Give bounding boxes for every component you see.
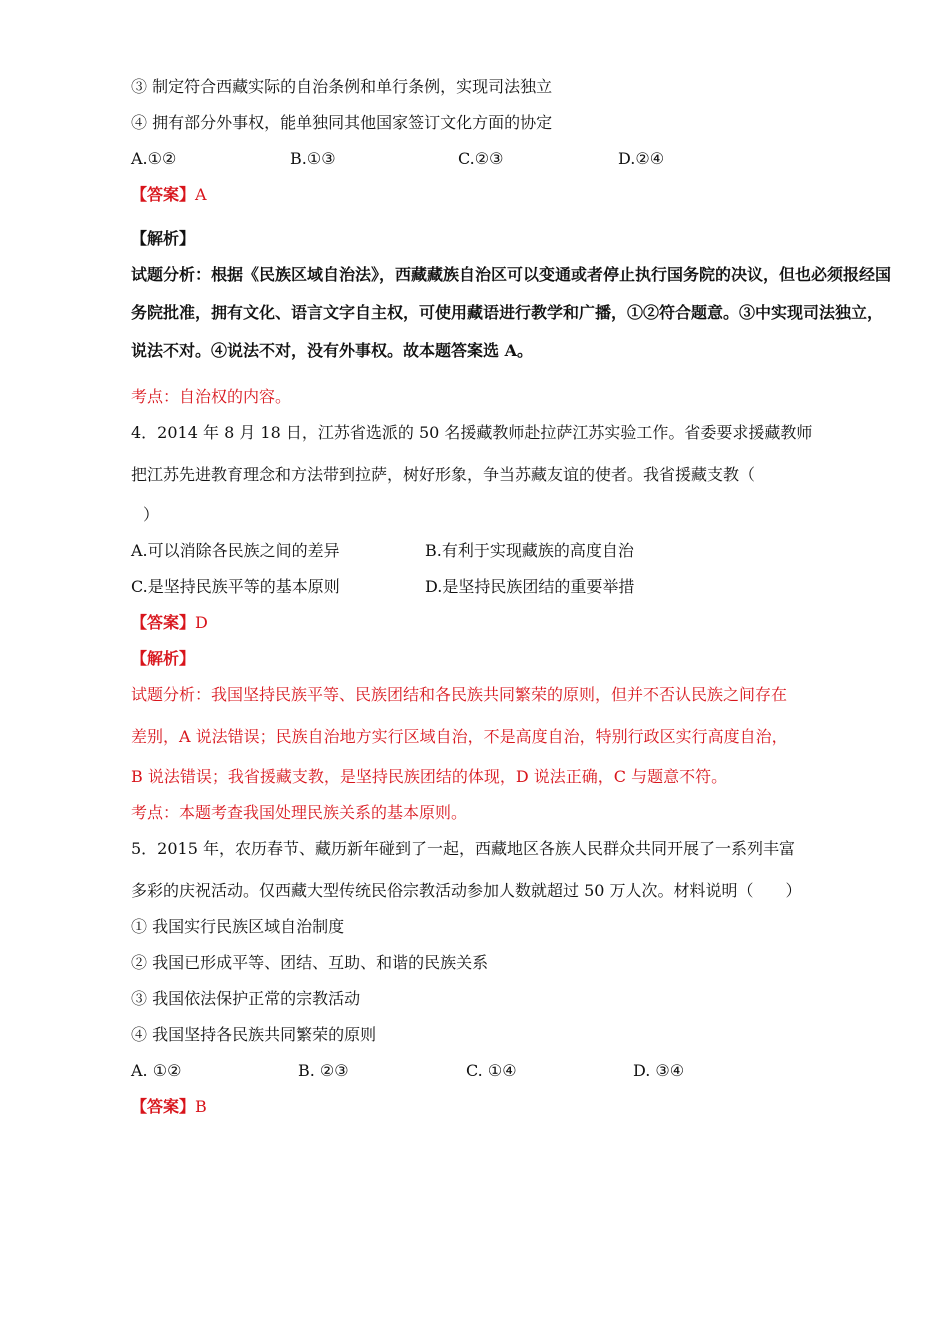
q3-analysis-line-3: 说法不对。④说法不对，没有外事权。故本题答案选 A。 (131, 341, 533, 360)
q5-stem-line-2: 多彩的庆祝活动。仅西藏大型传统民俗宗教活动参加人数就超过 50 万人次。材料说明（ ） (131, 881, 802, 900)
q3-answer (131, 184, 207, 206)
q3-option-a: A.①② (131, 149, 177, 168)
q3-item-4: ④ 拥有部分外事权，能单独同其他国家签订文化方面的协定 (131, 113, 553, 132)
q4-option-b: B.有利于实现藏族的高度自治 (425, 541, 634, 560)
q5-option-a: A. ①② (131, 1061, 182, 1080)
q4-option-d: D.是坚持民族团结的重要举措 (425, 577, 635, 596)
q3-kaodian: 考点：自治权的内容。 (131, 387, 292, 406)
q4-analysis-line-2: 差别，A 说法错误；民族自治地方实行区域自治，不是高度自治，特别行政区实行高度自治， (131, 727, 788, 746)
q3-option-c: C.②③ (458, 149, 504, 168)
answer-value: D (195, 613, 208, 632)
q3-analysis-tag: 【解析】 (131, 229, 196, 248)
q4-stem-line-1: 4．2014 年 8 月 18 日，江苏省选派的 50 名援藏教师赴拉萨江苏实验工作。省委要求援藏教师 (131, 423, 813, 442)
q4-stem-line-2: 把江苏先进教育理念和方法带到拉萨，树好形象，争当苏藏友谊的使者。我省援藏支教（ (131, 465, 756, 484)
q4-answer (131, 612, 208, 634)
q4-stem-line-3: ） (143, 505, 160, 524)
q5-item-3: ③ 我国依法保护正常的宗教活动 (131, 989, 361, 1008)
answer-value: B (195, 1097, 207, 1116)
q4-analysis-line-3: B 说法错误；我省援藏支教，是坚持民族团结的体现，D 说法正确，C 与题意不符。 (131, 767, 728, 786)
q3-item-3: ③ 制定符合西藏实际的自治条例和单行条例，实现司法独立 (131, 77, 553, 96)
q3-option-b: B.①③ (290, 149, 336, 168)
q3-analysis-line-1: 试题分析：根据《民族区域自治法》，西藏藏族自治区可以变通或者停止执行国务院的决议，但也必须报经国 (131, 265, 892, 284)
q5-answer (131, 1096, 207, 1118)
answer-value: A (195, 185, 207, 204)
q4-kaodian: 考点：本题考查我国处理民族关系的基本原则。 (131, 803, 468, 822)
q4-option-a: A.可以消除各民族之间的差异 (131, 541, 340, 560)
q4-analysis-line-1: 试题分析：我国坚持民族平等、民族团结和各民族共同繁荣的原则，但并不否认民族之间存在 (131, 685, 788, 704)
answer-tag: 【答案】 (131, 1097, 196, 1116)
answer-tag: 【答案】 (131, 613, 196, 632)
q5-stem-line-1: 5．2015 年，农历春节、藏历新年碰到了一起，西藏地区各族人民群众共同开展了一系列丰富 (131, 839, 795, 858)
q4-option-c: C.是坚持民族平等的基本原则 (131, 577, 340, 596)
q3-analysis-line-2: 务院批准，拥有文化、语言文字自主权，可使用藏语进行教学和广播，①②符合题意。③中实现司法独立， (131, 303, 884, 322)
q5-option-b: B. ②③ (298, 1061, 349, 1080)
q4-analysis-tag: 【解析】 (131, 649, 196, 668)
q3-option-d: D.②④ (618, 149, 665, 168)
q5-item-2: ② 我国已形成平等、团结、互助、和谐的民族关系 (131, 953, 489, 972)
answer-tag: 【答案】 (131, 185, 196, 204)
q5-option-d: D. ③④ (633, 1061, 685, 1080)
q5-option-c: C. ①④ (466, 1061, 517, 1080)
q5-item-1: ① 我国实行民族区域自治制度 (131, 917, 345, 936)
q5-item-4: ④ 我国坚持各民族共同繁荣的原则 (131, 1025, 377, 1044)
